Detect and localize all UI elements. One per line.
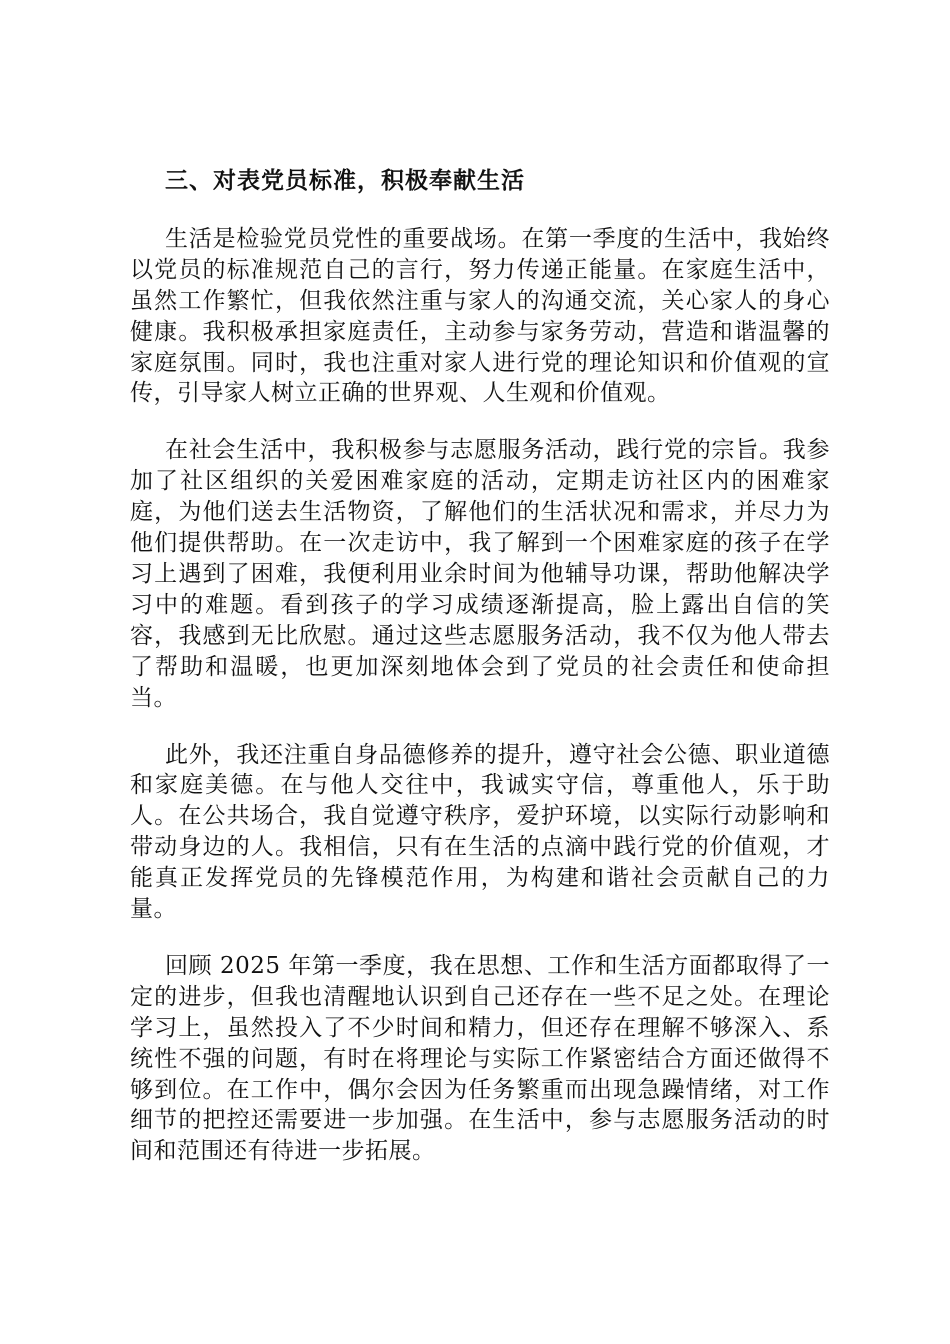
paragraph-quarter-review: 回顾 2025 年第一季度，我在思想、工作和生活方面都取得了一定的进步，但我也清醒地认识到自己还存在一些不足之处。在理论学习上，虽然投入了不少时间和精力，但还存在理解不够深入、系统性不强的问题，有时在将理论与实际工作紧密结合方面还做得不够到位。在工作中，偶尔会因为任务繁重而出现急躁情绪，对工作细节的把控还需要进一步加强。在生活中，参与志愿服务活动的时间和范围还有待进一步拓展。 [130,952,830,1165]
paragraph-moral-cultivation: 此外，我还注重自身品德修养的提升，遵守社会公德、职业道德和家庭美德。在与他人交往中，我诚实守信，尊重他人，乐于助人。在公共场合，我自觉遵守秩序，爱护环境，以实际行动影响和带动身边的人。我相信，只有在生活的点滴中践行党的价值观，才能真正发挥党员的先锋模范作用，为构建和谐社会贡献自己的力量。 [130,741,830,923]
paragraph-social-volunteering: 在社会生活中，我积极参与志愿服务活动，践行党的宗旨。我参加了社区组织的关爱困难家庭的活动，定期走访社区内的困难家庭，为他们送去生活物资，了解他们的生活状况和需求，并尽力为他们提供帮助。在一次走访中，我了解到一个困难家庭的孩子在学习上遇到了困难，我便利用业余时间为他辅导功课，帮助他解决学习中的难题。看到孩子的学习成绩逐渐提高，脸上露出自信的笑容，我感到无比欣慰。通过这些志愿服务活动，我不仅为他人带去了帮助和温暖，也更加深刻地体会到了党员的社会责任和使命担当。 [130,437,830,711]
section-heading: 三、对表党员标准，积极奉献生活 [165,167,525,194]
paragraph-family-life: 生活是检验党员党性的重要战场。在第一季度的生活中，我始终以党员的标准规范自己的言行，努力传递正能量。在家庭生活中，虽然工作繁忙，但我依然注重与家人的沟通交流，关心家人的身心健康。我积极承担家庭责任，主动参与家务劳动，营造和谐温馨的家庭氛围。同时，我也注重对家人进行党的理论知识和价值观的宣传，引导家人树立正确的世界观、人生观和价值观。 [130,225,830,407]
document-body [130,166,830,1193]
